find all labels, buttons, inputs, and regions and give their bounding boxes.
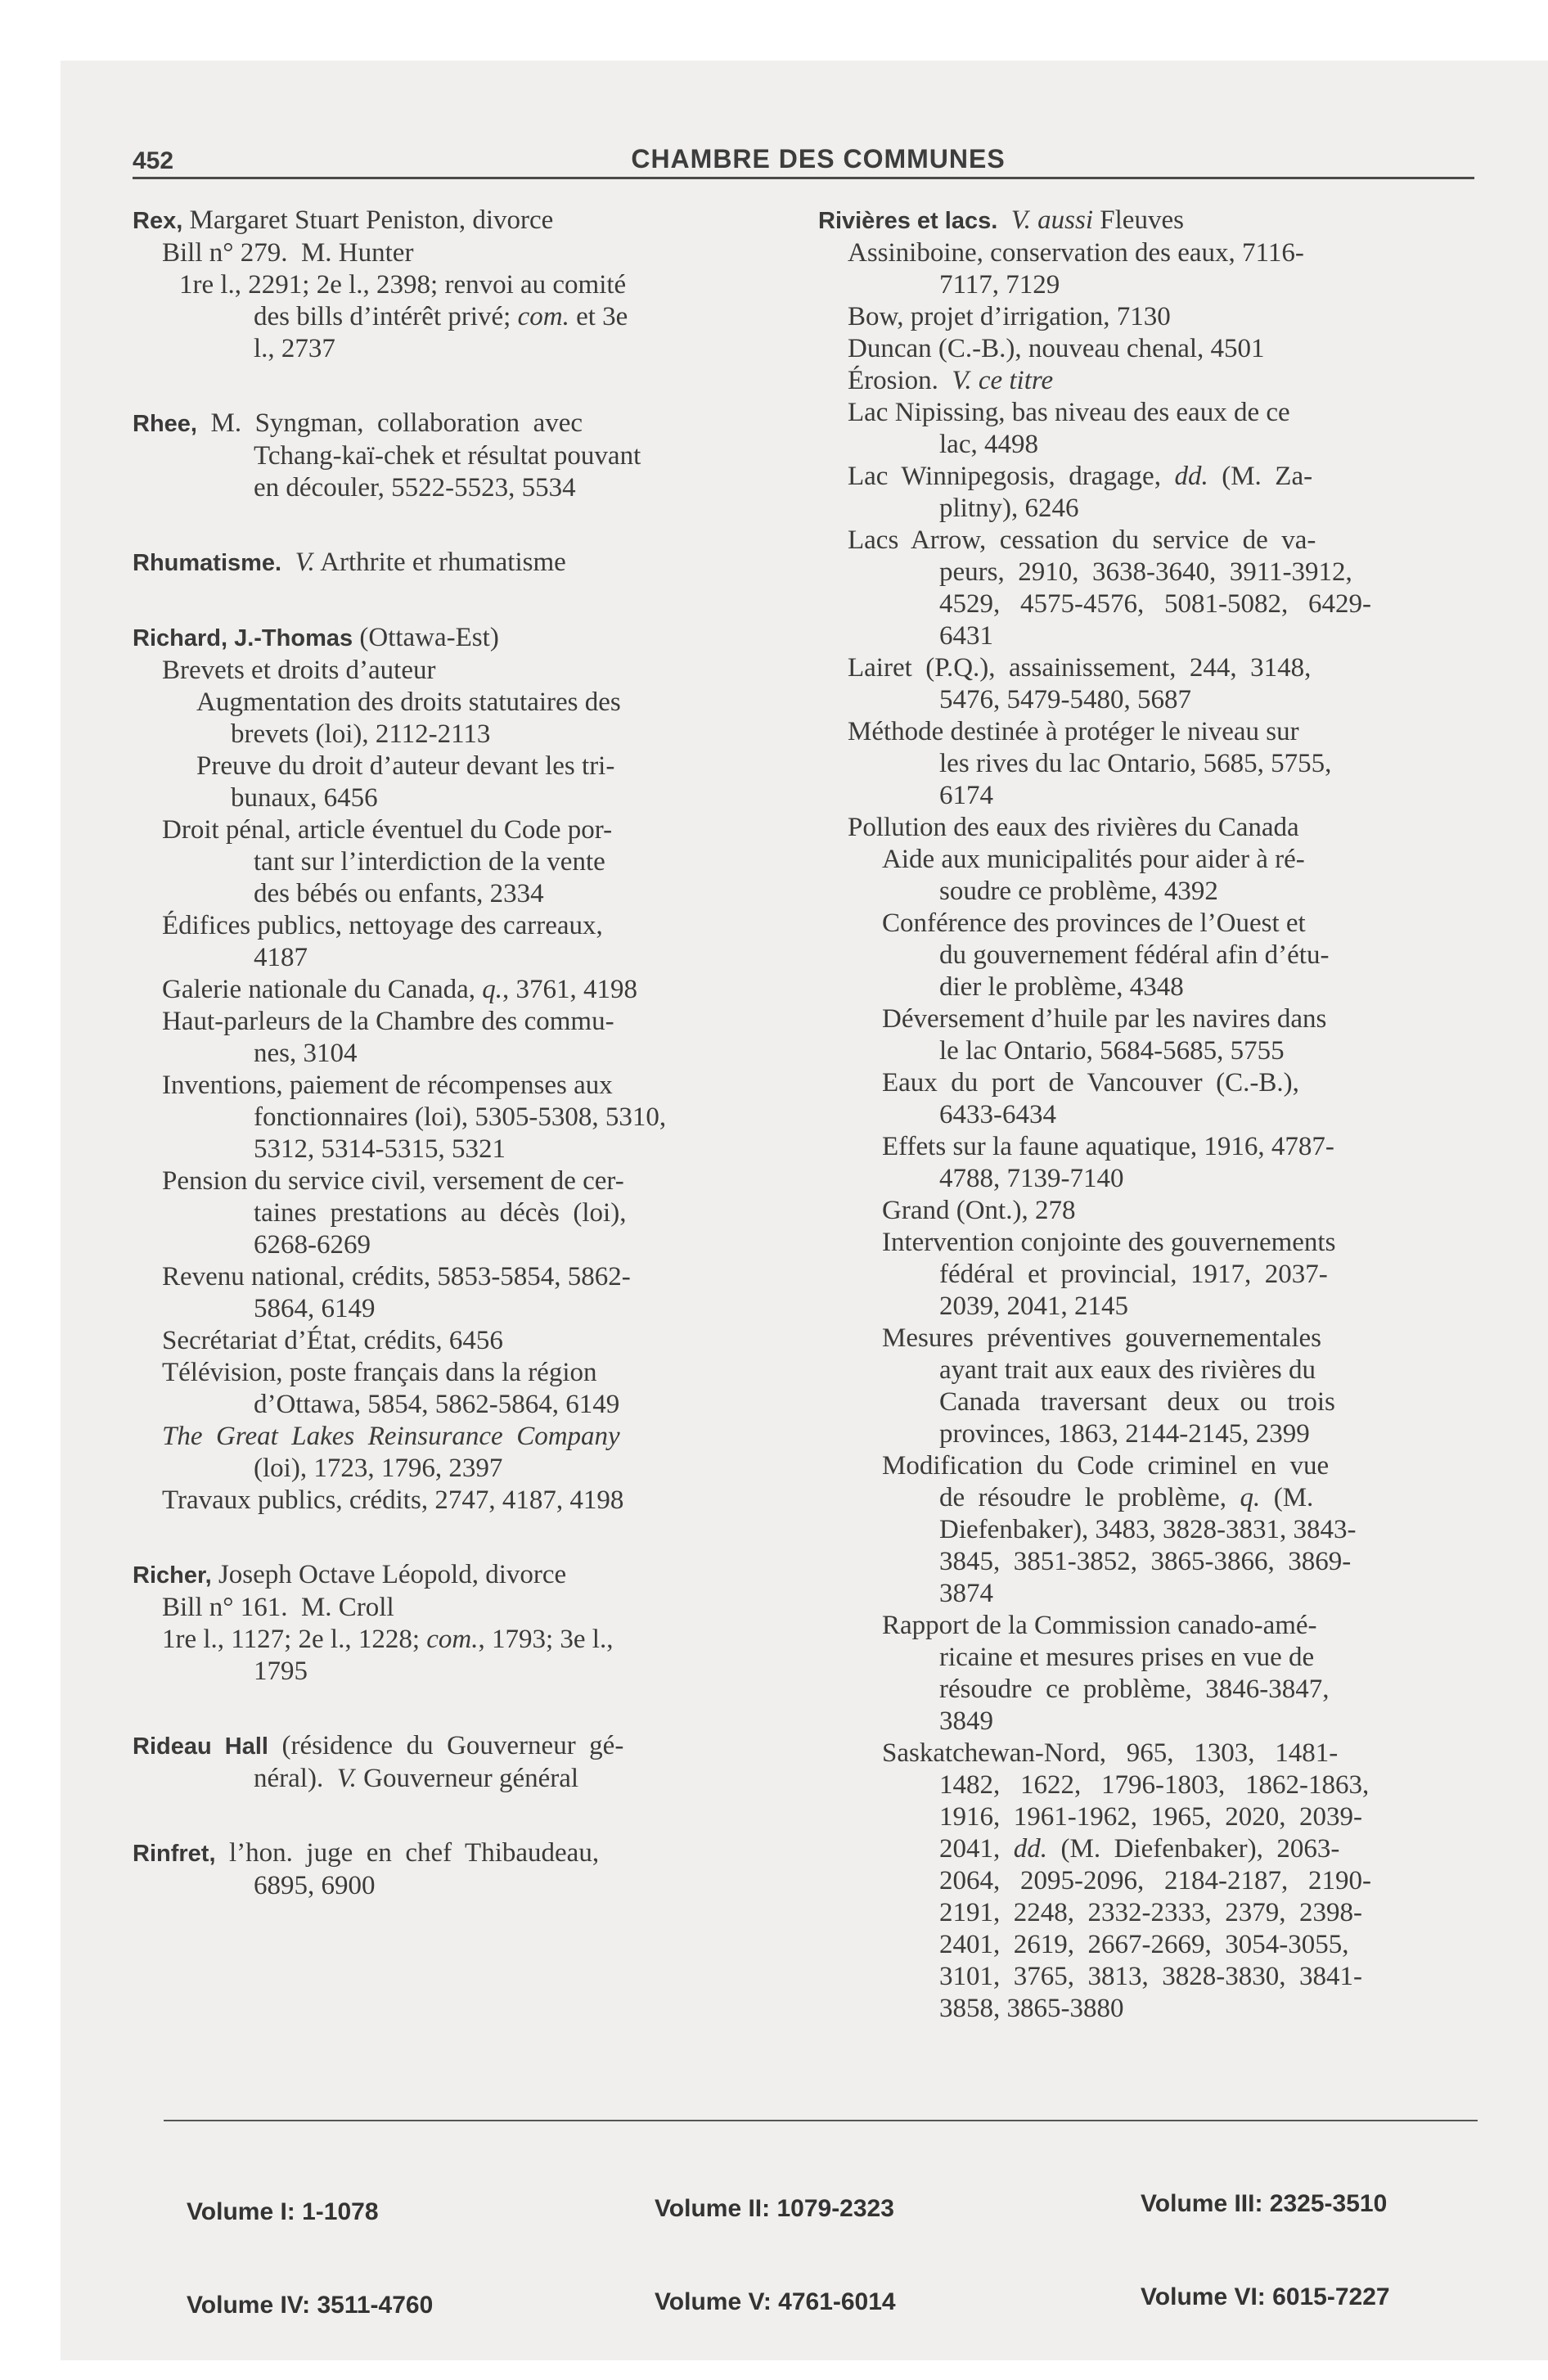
entry-line (133, 1389, 803, 1421)
entry-text: 1795 (254, 1657, 308, 1686)
entry-line (133, 1592, 803, 1624)
entry-line (818, 908, 1479, 940)
entry-line (818, 1769, 1479, 1801)
entry-text: (M. Diefenbaker), 2063- (1047, 1834, 1340, 1864)
entry-text: en découler, 5522-5523, 5534 (254, 473, 576, 503)
italic-text: V. (295, 548, 315, 577)
entry-line (133, 1006, 803, 1038)
entry-line (133, 974, 803, 1006)
entry-line-first (133, 408, 803, 440)
index-entry (133, 205, 803, 365)
entry-text: Grand (Ont.), 278 (882, 1196, 1076, 1225)
entry-text: 1916, 1961-1962, 1965, 2020, 2039- (939, 1802, 1362, 1832)
entry-text (997, 205, 1011, 235)
entry-line (818, 301, 1479, 333)
entry-text: Assiniboine, conservation des eaux, 7116- (848, 238, 1304, 268)
entry-text: des bills d’intérêt privé; (254, 302, 518, 331)
entry-line (818, 1131, 1479, 1163)
entry-line (133, 1293, 803, 1325)
index-entry (818, 205, 1479, 2025)
entry-text: 3849 (939, 1706, 993, 1736)
entry-line (133, 1165, 803, 1197)
entry-line (818, 1035, 1479, 1067)
entry-line (818, 1674, 1479, 1706)
entry-line (818, 1897, 1479, 1929)
entry-text: 6431 (939, 621, 993, 651)
entry-line (133, 1325, 803, 1357)
entry-text: des bébés ou enfants, 2334 (254, 879, 544, 908)
index-column-right (818, 205, 1479, 2067)
entry-line (133, 1421, 803, 1453)
entry-line (133, 687, 803, 719)
entry-heading: Rivières et lacs. (818, 208, 998, 234)
entry-text: plitny), 6246 (939, 494, 1079, 523)
entry-text: ricaine et mesures prises en vue de (939, 1643, 1315, 1672)
entry-line-first (133, 1837, 803, 1870)
entry-line (133, 1870, 803, 1902)
entry-line (818, 557, 1479, 588)
footer-rule (164, 2120, 1478, 2121)
entry-line (818, 525, 1479, 557)
entry-text: 3845, 3851-3852, 3865-3866, 3869- (939, 1547, 1352, 1576)
entry-line (133, 269, 803, 301)
entry-text: Lac Winnipegosis, dragage, (848, 462, 1175, 491)
entry-line (133, 1102, 803, 1134)
entry-line (818, 780, 1479, 812)
entry-text: de résoudre le problème, (939, 1483, 1240, 1512)
entry-line (818, 1386, 1479, 1418)
volume-range-group (187, 2134, 433, 2352)
entry-text: et 3e (569, 302, 628, 331)
entry-line-first (133, 622, 803, 655)
entry-text: résoudre ce problème, 3846-3847, (939, 1675, 1330, 1704)
entry-line (818, 429, 1479, 461)
entry-text: 6268-6269 (254, 1230, 371, 1260)
entry-line (818, 748, 1479, 780)
volume-range: Volume III: 2325-3510 (1141, 2190, 1388, 2217)
entry-line (133, 1656, 803, 1688)
entry-line (133, 655, 803, 687)
entry-text: l’hon. juge en chef Thibaudeau, (215, 1838, 600, 1868)
index-entry (133, 408, 803, 504)
entry-text: 2401, 2619, 2667-2669, 3054-3055, (939, 1930, 1349, 1959)
entry-heading: Rex, (133, 208, 183, 234)
entry-text: fonctionnaires (loi), 5305-5308, 5310, (254, 1102, 667, 1132)
entry-text: 3101, 3765, 3813, 3828-3830, 3841- (939, 1962, 1362, 1991)
entry-line (818, 940, 1479, 971)
entry-text: Intervention conjointe des gouvernements (882, 1228, 1336, 1257)
entry-text: (M. Za- (1208, 462, 1313, 491)
entry-line (818, 1961, 1479, 1993)
entry-text: 5864, 6149 (254, 1294, 376, 1323)
entry-text: Revenu national, crédits, 5853-5854, 5862- (162, 1262, 631, 1291)
entry-text: (M. (1260, 1483, 1314, 1512)
entry-line (818, 1929, 1479, 1961)
entry-text: 6433-6434 (939, 1100, 1056, 1129)
entry-line (818, 1355, 1479, 1386)
entry-text: 4187 (254, 943, 308, 972)
entry-text: le lac Ontario, 5684-5685, 5755 (939, 1036, 1285, 1066)
entry-line (133, 1038, 803, 1070)
entry-text: bunaux, 6456 (231, 783, 378, 813)
entry-text: Secrétariat d’État, crédits, 6456 (162, 1326, 503, 1355)
entry-text: 2191, 2248, 2332-2333, 2379, 2398- (939, 1898, 1362, 1927)
entry-text: 6174 (939, 781, 993, 810)
entry-line (818, 971, 1479, 1003)
italic-text: q. (482, 975, 502, 1004)
entry-line (818, 1195, 1479, 1227)
entry-text: Bill n° 161. M. Croll (162, 1593, 394, 1622)
entry-line (818, 1099, 1479, 1131)
entry-line (133, 814, 803, 846)
index-column-left (133, 205, 803, 1945)
entry-line (818, 1801, 1479, 1833)
entry-text: Aide aux municipalités pour aider à ré- (882, 845, 1305, 874)
entry-text: Eaux du port de Vancouver (C.-B.), (882, 1068, 1299, 1098)
entry-line (133, 333, 803, 365)
entry-text: (loi), 1723, 1796, 2397 (254, 1454, 503, 1483)
entry-text: Inventions, paiement de récompenses aux (162, 1071, 613, 1100)
entry-line-first (133, 205, 803, 237)
entry-text: 6895, 6900 (254, 1871, 376, 1900)
italic-text: com. (426, 1625, 479, 1654)
italic-text: The Great Lakes Reinsurance Company (162, 1422, 620, 1451)
italic-text: q. (1240, 1483, 1261, 1512)
index-entry (133, 622, 803, 1517)
entry-heading: Rhumatisme. (133, 550, 282, 576)
entry-text: 1482, 1622, 1796-1803, 1862-1863, (939, 1770, 1370, 1800)
entry-line (133, 1070, 803, 1102)
entry-text: 5312, 5314-5315, 5321 (254, 1134, 506, 1164)
entry-line (133, 237, 803, 269)
volume-range-group (655, 2131, 896, 2349)
entry-text: Margaret Stuart Peniston, divorce (182, 205, 554, 235)
entry-line (133, 910, 803, 942)
entry-text: Brevets et droits d’auteur (162, 656, 436, 685)
entry-text: 2064, 2095-2096, 2184-2187, 2190- (939, 1866, 1371, 1895)
entry-text: dier le problème, 4348 (939, 972, 1184, 1002)
entry-text: (Ottawa-Est) (353, 623, 499, 652)
entry-text: 2039, 2041, 2145 (939, 1291, 1128, 1321)
entry-text: Pollution des eaux des rivières du Canada (848, 813, 1299, 842)
entry-line (818, 1227, 1479, 1259)
entry-line (818, 1450, 1479, 1482)
entry-text: 3858, 3865-3880 (939, 1994, 1124, 2023)
entry-line (818, 1865, 1479, 1897)
entry-text: Haut-parleurs de la Chambre des commu- (162, 1007, 614, 1036)
entry-text: d’Ottawa, 5854, 5862-5864, 6149 (254, 1390, 620, 1419)
entry-text: les rives du lac Ontario, 5685, 5755, (939, 749, 1332, 778)
entry-line (818, 1291, 1479, 1323)
entry-text: Duncan (C.-B.), nouveau chenal, 4501 (848, 334, 1265, 363)
entry-line (818, 1578, 1479, 1610)
entry-text: 7117, 7129 (939, 270, 1060, 300)
entry-line-first (133, 547, 803, 579)
entry-line (818, 620, 1479, 652)
entry-line (133, 942, 803, 974)
italic-text: V. ce titre (952, 366, 1054, 395)
entry-line (818, 1323, 1479, 1355)
italic-text: V. aussi (1010, 205, 1094, 235)
entry-text: Bow, projet d’irrigation, 7130 (848, 302, 1171, 331)
entry-text: Tchang-kaï-chek et résultat pouvant (254, 441, 641, 471)
entry-heading: Rideau Hall (133, 1733, 268, 1760)
entry-line (133, 782, 803, 814)
entry-text: tant sur l’interdiction de la vente (254, 847, 605, 877)
entry-text: provinces, 1863, 2144-2145, 2399 (939, 1419, 1310, 1449)
entry-line (818, 397, 1479, 429)
entry-text: Canada traversant deux ou trois (939, 1387, 1335, 1417)
entry-line-first (133, 1730, 803, 1763)
entry-text: Bill n° 279. M. Hunter (162, 238, 414, 268)
entry-text: Saskatchewan-Nord, 965, 1303, 1481- (882, 1738, 1339, 1768)
entry-line (133, 440, 803, 472)
entry-line (133, 1763, 803, 1795)
entry-text: Érosion. (848, 366, 952, 395)
entry-line (818, 1546, 1479, 1578)
entry-text: Lac Nipissing, bas niveau des eaux de ce (848, 398, 1290, 427)
entry-text: Méthode destinée à protéger le niveau sur (848, 717, 1299, 746)
entry-text: M. Syngman, collaboration avec (196, 408, 583, 438)
entry-line (818, 1706, 1479, 1738)
entry-line (818, 652, 1479, 684)
entry-line (818, 844, 1479, 876)
entry-text: Pension du service civil, versement de cer- (162, 1166, 624, 1196)
entry-line (818, 716, 1479, 748)
entry-text: Télévision, poste français dans la région (162, 1358, 597, 1387)
entry-text: 3874 (939, 1579, 993, 1608)
italic-text: dd. (1013, 1834, 1047, 1864)
entry-line (818, 1418, 1479, 1450)
entry-text: Déversement d’huile par les navires dans (882, 1004, 1327, 1034)
entry-text: 4529, 4575-4576, 5081-5082, 6429- (939, 589, 1371, 619)
volume-range: Volume I: 1-1078 (187, 2198, 379, 2225)
entry-text: brevets (loi), 2112-2113 (231, 719, 491, 749)
entry-text: Conférence des provinces de l’Ouest et (882, 908, 1306, 938)
italic-text: dd. (1174, 462, 1208, 491)
entry-line (818, 588, 1479, 620)
entry-line (818, 1514, 1479, 1546)
entry-text: fédéral et provincial, 1917, 2037- (939, 1260, 1328, 1289)
volume-range: Volume IV: 3511-4760 (187, 2292, 434, 2319)
entry-text: , 3761, 4198 (502, 975, 637, 1004)
entry-text: Lairet (P.Q.), assainissement, 244, 3148, (848, 653, 1312, 683)
entry-heading: Richer, (133, 1562, 212, 1589)
entry-text: 2041, (939, 1834, 1014, 1864)
entry-text: Mesures préventives gouvernementales (882, 1323, 1321, 1353)
entry-line (818, 237, 1479, 269)
entry-text: Augmentation des droits statutaires des (196, 687, 621, 717)
entry-text: du gouvernement fédéral afin d’étu- (939, 940, 1330, 970)
entry-text: Droit pénal, article éventuel du Code por- (162, 815, 613, 845)
entry-line (133, 846, 803, 878)
entry-line (133, 1229, 803, 1261)
italic-text: com. (517, 302, 569, 331)
entry-line (818, 1610, 1479, 1642)
index-entry (133, 1559, 803, 1688)
entry-text: (résidence du Gouverneur gé- (268, 1731, 624, 1760)
entry-line (133, 1261, 803, 1293)
entry-line (133, 1453, 803, 1485)
index-entry (133, 1730, 803, 1795)
entry-text: 4788, 7139-7140 (939, 1164, 1124, 1193)
entry-line-first (133, 1559, 803, 1592)
header-rule (133, 177, 1474, 179)
entry-text: Effets sur la faune aquatique, 1916, 4787- (882, 1132, 1334, 1161)
volume-range: Volume V: 4761-6014 (655, 2288, 896, 2315)
entry-text: l., 2737 (254, 334, 335, 363)
entry-text: Joseph Octave Léopold, divorce (211, 1560, 567, 1589)
volume-range: Volume II: 1079-2323 (655, 2195, 894, 2222)
page-number: 452 (133, 147, 174, 174)
entry-line-first (818, 205, 1479, 237)
entry-text: peurs, 2910, 3638-3640, 3911-3912, (939, 557, 1352, 587)
entry-text: , 1793; 3e l., (478, 1625, 614, 1654)
entry-text: lac, 4498 (939, 430, 1038, 459)
entry-line (133, 1197, 803, 1229)
entry-line (818, 333, 1479, 365)
entry-line (818, 1642, 1479, 1674)
entry-text: Lacs Arrow, cessation du service de va- (848, 525, 1316, 555)
entry-line (133, 1134, 803, 1165)
running-head: CHAMBRE DES COMMUNES (631, 144, 1006, 174)
volume-range-group (1141, 2126, 1390, 2344)
entry-text: 1re l., 2291; 2e l., 2398; renvoi au comité (179, 270, 627, 300)
entry-text: Preuve du droit d’auteur devant les tri- (196, 751, 615, 781)
entry-text: soudre ce problème, 4392 (939, 877, 1218, 906)
index-entry (133, 1837, 803, 1902)
entry-line (818, 269, 1479, 301)
entry-line (133, 751, 803, 782)
entry-line (818, 1067, 1479, 1099)
entry-heading: Richard, J.-Thomas (133, 625, 353, 651)
entry-line (133, 719, 803, 751)
entry-line (133, 472, 803, 504)
entry-text: Galerie nationale du Canada, (162, 975, 483, 1004)
index-entry (133, 547, 803, 579)
italic-text: V. (336, 1764, 357, 1793)
entry-text: ayant trait aux eaux des rivières du (939, 1355, 1316, 1385)
entry-line (818, 1833, 1479, 1865)
entry-heading: Rinfret, (133, 1841, 216, 1867)
entry-line (818, 1003, 1479, 1035)
entry-line (818, 1259, 1479, 1291)
entry-line (818, 1482, 1479, 1514)
entry-heading: Rhee, (133, 411, 197, 437)
entry-text: 1re l., 1127; 2e l., 1228; (162, 1625, 427, 1654)
entry-line (818, 684, 1479, 716)
entry-text: 5476, 5479-5480, 5687 (939, 685, 1191, 714)
entry-line (133, 301, 803, 333)
entry-text: Modification du Code criminel en vue (882, 1451, 1330, 1481)
entry-line (818, 365, 1479, 397)
entry-line (818, 461, 1479, 493)
entry-text (281, 548, 295, 577)
entry-line (818, 812, 1479, 844)
entry-line (133, 1485, 803, 1517)
entry-text: Arthrite et rhumatisme (314, 548, 566, 577)
entry-text: taines prestations au décès (loi), (254, 1198, 627, 1228)
entry-line (133, 1357, 803, 1389)
entry-line (818, 1738, 1479, 1769)
entry-line (818, 1993, 1479, 2025)
entry-text: Gouverneur général (356, 1764, 579, 1793)
entry-text: néral). (254, 1764, 337, 1793)
entry-line (133, 1624, 803, 1656)
entry-text: Diefenbaker), 3483, 3828-3831, 3843- (939, 1515, 1357, 1544)
entry-line (818, 1163, 1479, 1195)
entry-line (818, 493, 1479, 525)
volume-range: Volume VI: 6015-7227 (1141, 2283, 1390, 2310)
entry-text: Travaux publics, crédits, 2747, 4187, 4198 (162, 1485, 624, 1515)
entry-text: Rapport de la Commission canado-amé- (882, 1611, 1317, 1640)
entry-text: Fleuves (1093, 205, 1184, 235)
entry-text: Édifices publics, nettoyage des carreaux, (162, 911, 603, 940)
entry-line (133, 878, 803, 910)
entry-text: nes, 3104 (254, 1039, 358, 1068)
entry-line (818, 876, 1479, 908)
